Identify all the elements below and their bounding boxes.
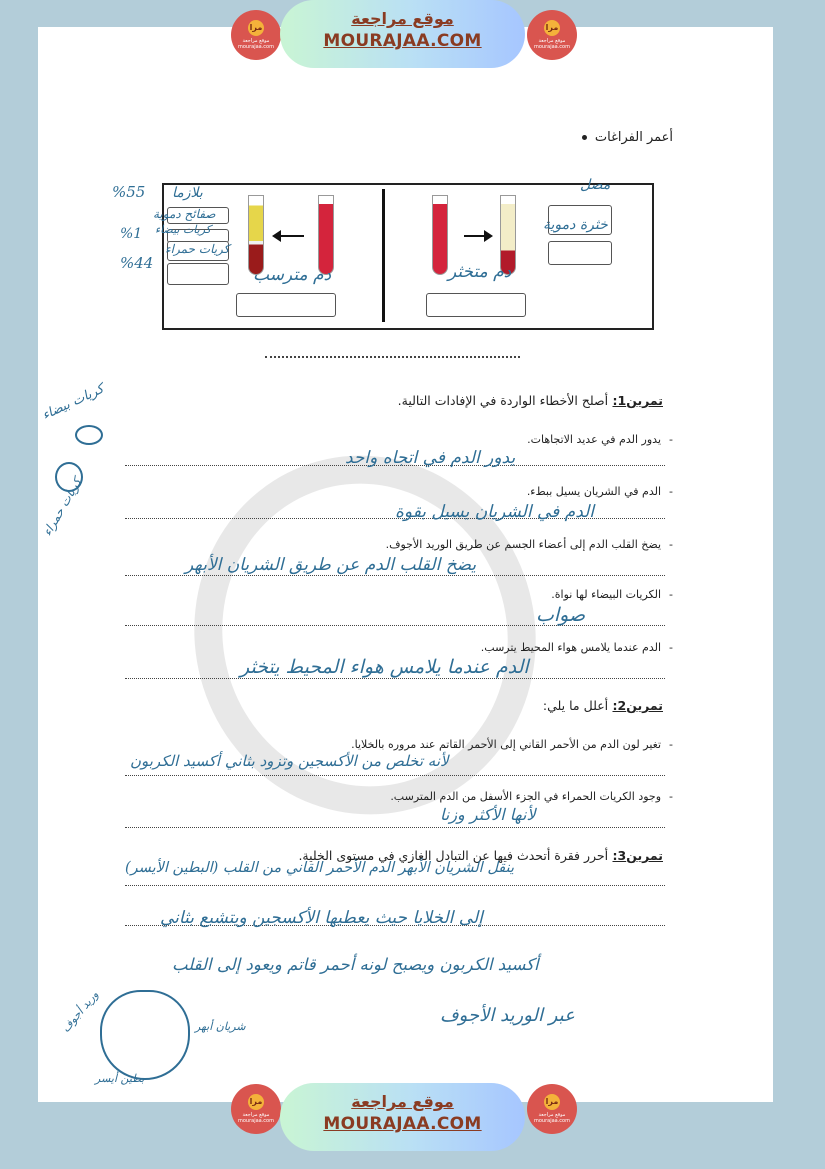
ex1-item-5: - الدم عندما يلامس هواء المحيط يترسب. <box>481 641 673 654</box>
separator-dots <box>265 356 520 358</box>
ex1-heading: تمرين1: أصلح الأخطاء الواردة في الإفادات التالية. <box>397 393 663 408</box>
hw-right-top: مصل <box>580 177 611 193</box>
answer-line <box>125 827 665 828</box>
hw-right-mid: خثرة دموية <box>543 217 608 233</box>
hw-platelets: صفائح دموية <box>153 207 216 221</box>
answer-line <box>125 885 665 886</box>
ex1-answer-2: الدم في الشريان يسيل بقوة <box>395 502 595 522</box>
ex2-answer-1: لأنه تخلص من الأكسجين وتزود بثاني أكسيد الكربون <box>130 752 449 770</box>
hw-red: كريات حمراء <box>165 242 230 256</box>
hw-white: كريات بيضاء <box>155 223 212 236</box>
hw-caption-left: دم مترسب <box>253 265 332 285</box>
test-tube-fresh-left <box>318 195 334 275</box>
ex3-answer-line-2: إلى الخلايا حيث يعطيها الأكسجين ويتشبع بثاني <box>160 908 483 928</box>
heart-note-1: شريان أبهر <box>195 1020 246 1033</box>
ex1-item-3: - يضخ القلب الدم إلى أعضاء الجسم عن طريق الوريد الأجوف. <box>386 538 673 551</box>
logo-bottom-left: مرا موقع مراجعة mourajaa.com <box>231 1084 281 1134</box>
ex2-item-2: - وجود الكريات الحمراء في الجزء الأسفل من الدم المترسب. <box>390 790 673 803</box>
banner-site-url[interactable]: MOURAJAA.COM <box>323 31 482 51</box>
diagram-divider <box>382 189 385 322</box>
margin-note-white-cells: كريات بيضاء <box>39 381 107 424</box>
heart-note-3: بطين أيسر <box>95 1072 145 1085</box>
ex3-answer-line-3: أكسيد الكربون ويصبح لونه أحمر قاتم ويعود إلى القلب <box>172 955 539 974</box>
heart-sketch <box>100 990 190 1080</box>
ex3-answer-line-4: عبر الوريد الأجوف <box>440 1005 575 1026</box>
section-title: أعمر الفراغات <box>582 130 673 145</box>
ex3-answer-line-1: ينقل الشريان الأبهر الدم الأحمر القاني من القلب (البطين الأيسر) <box>125 860 515 876</box>
banner-site-url[interactable]: MOURAJAA.COM <box>323 1114 482 1134</box>
answer-line <box>125 678 665 679</box>
ex2-heading: تمرين2: أعلل ما يلي: <box>542 698 663 713</box>
ex1-item-1: - يدور الدم في عديد الاتجاهات. <box>527 433 673 446</box>
logo-top-left: مرا موقع مراجعة mourajaa.com <box>231 10 281 60</box>
test-tube-sedimented <box>248 195 264 275</box>
site-banner-top[interactable] <box>280 0 525 68</box>
blood-diagram <box>162 183 654 330</box>
hw-pct1: %55 <box>112 183 146 201</box>
test-tube-fresh-right <box>432 195 448 275</box>
label-box-4 <box>167 263 229 285</box>
ex2-item-1: - تغير لون الدم من الأحمر القاني إلى الأحمر القاتم عند مروره بالخلايا. <box>351 738 673 751</box>
caption-box-right <box>426 293 526 317</box>
ex1-answer-5: الدم عندما يلامس هواء المحيط يتخثر <box>240 656 529 678</box>
hw-pct2: %44 <box>120 254 154 272</box>
hw-caption-right: دم متخثر <box>448 262 512 282</box>
arrow-right <box>464 235 486 237</box>
banner-arabic-text: موقع مراجعة <box>351 9 454 28</box>
heart-note-2: وريد أجوف <box>58 988 101 1035</box>
answer-line <box>125 775 665 776</box>
hw-pct3: %1 <box>120 226 143 242</box>
ex3-heading: تمرين3: أحرر فقرة أتحدث فيها عن التبادل الغازي في مستوى الخلية. <box>298 848 663 863</box>
white-cell-sketch <box>75 425 103 445</box>
ex1-answer-3: يضخ القلب الدم عن طريق الشريان الأبهر <box>185 555 477 575</box>
site-banner-bottom[interactable] <box>280 1083 525 1151</box>
ex1-answer-4: صواب <box>536 604 586 626</box>
logo-top-right: مرا موقع مراجعة mourajaa.com <box>527 10 577 60</box>
ex1-item-4: - الكريات البيضاء لها نواة. <box>551 588 673 601</box>
label-box-6 <box>548 241 612 265</box>
banner-arabic-text: موقع مراجعة <box>351 1092 454 1111</box>
ex1-item-2: - الدم في الشريان يسيل ببطء. <box>527 485 673 498</box>
ex1-answer-1: يدور الدم في اتجاه واحد <box>345 448 516 468</box>
logo-bottom-right: مرا موقع مراجعة mourajaa.com <box>527 1084 577 1134</box>
hw-plasma: بلازما <box>172 185 203 201</box>
caption-box-left <box>236 293 336 317</box>
arrow-left <box>279 235 304 237</box>
answer-line <box>125 575 665 576</box>
margin-note-red-cells: كريات حمراء <box>40 475 85 539</box>
ex2-answer-2: لأنها الأكثر وزنا <box>440 805 536 824</box>
